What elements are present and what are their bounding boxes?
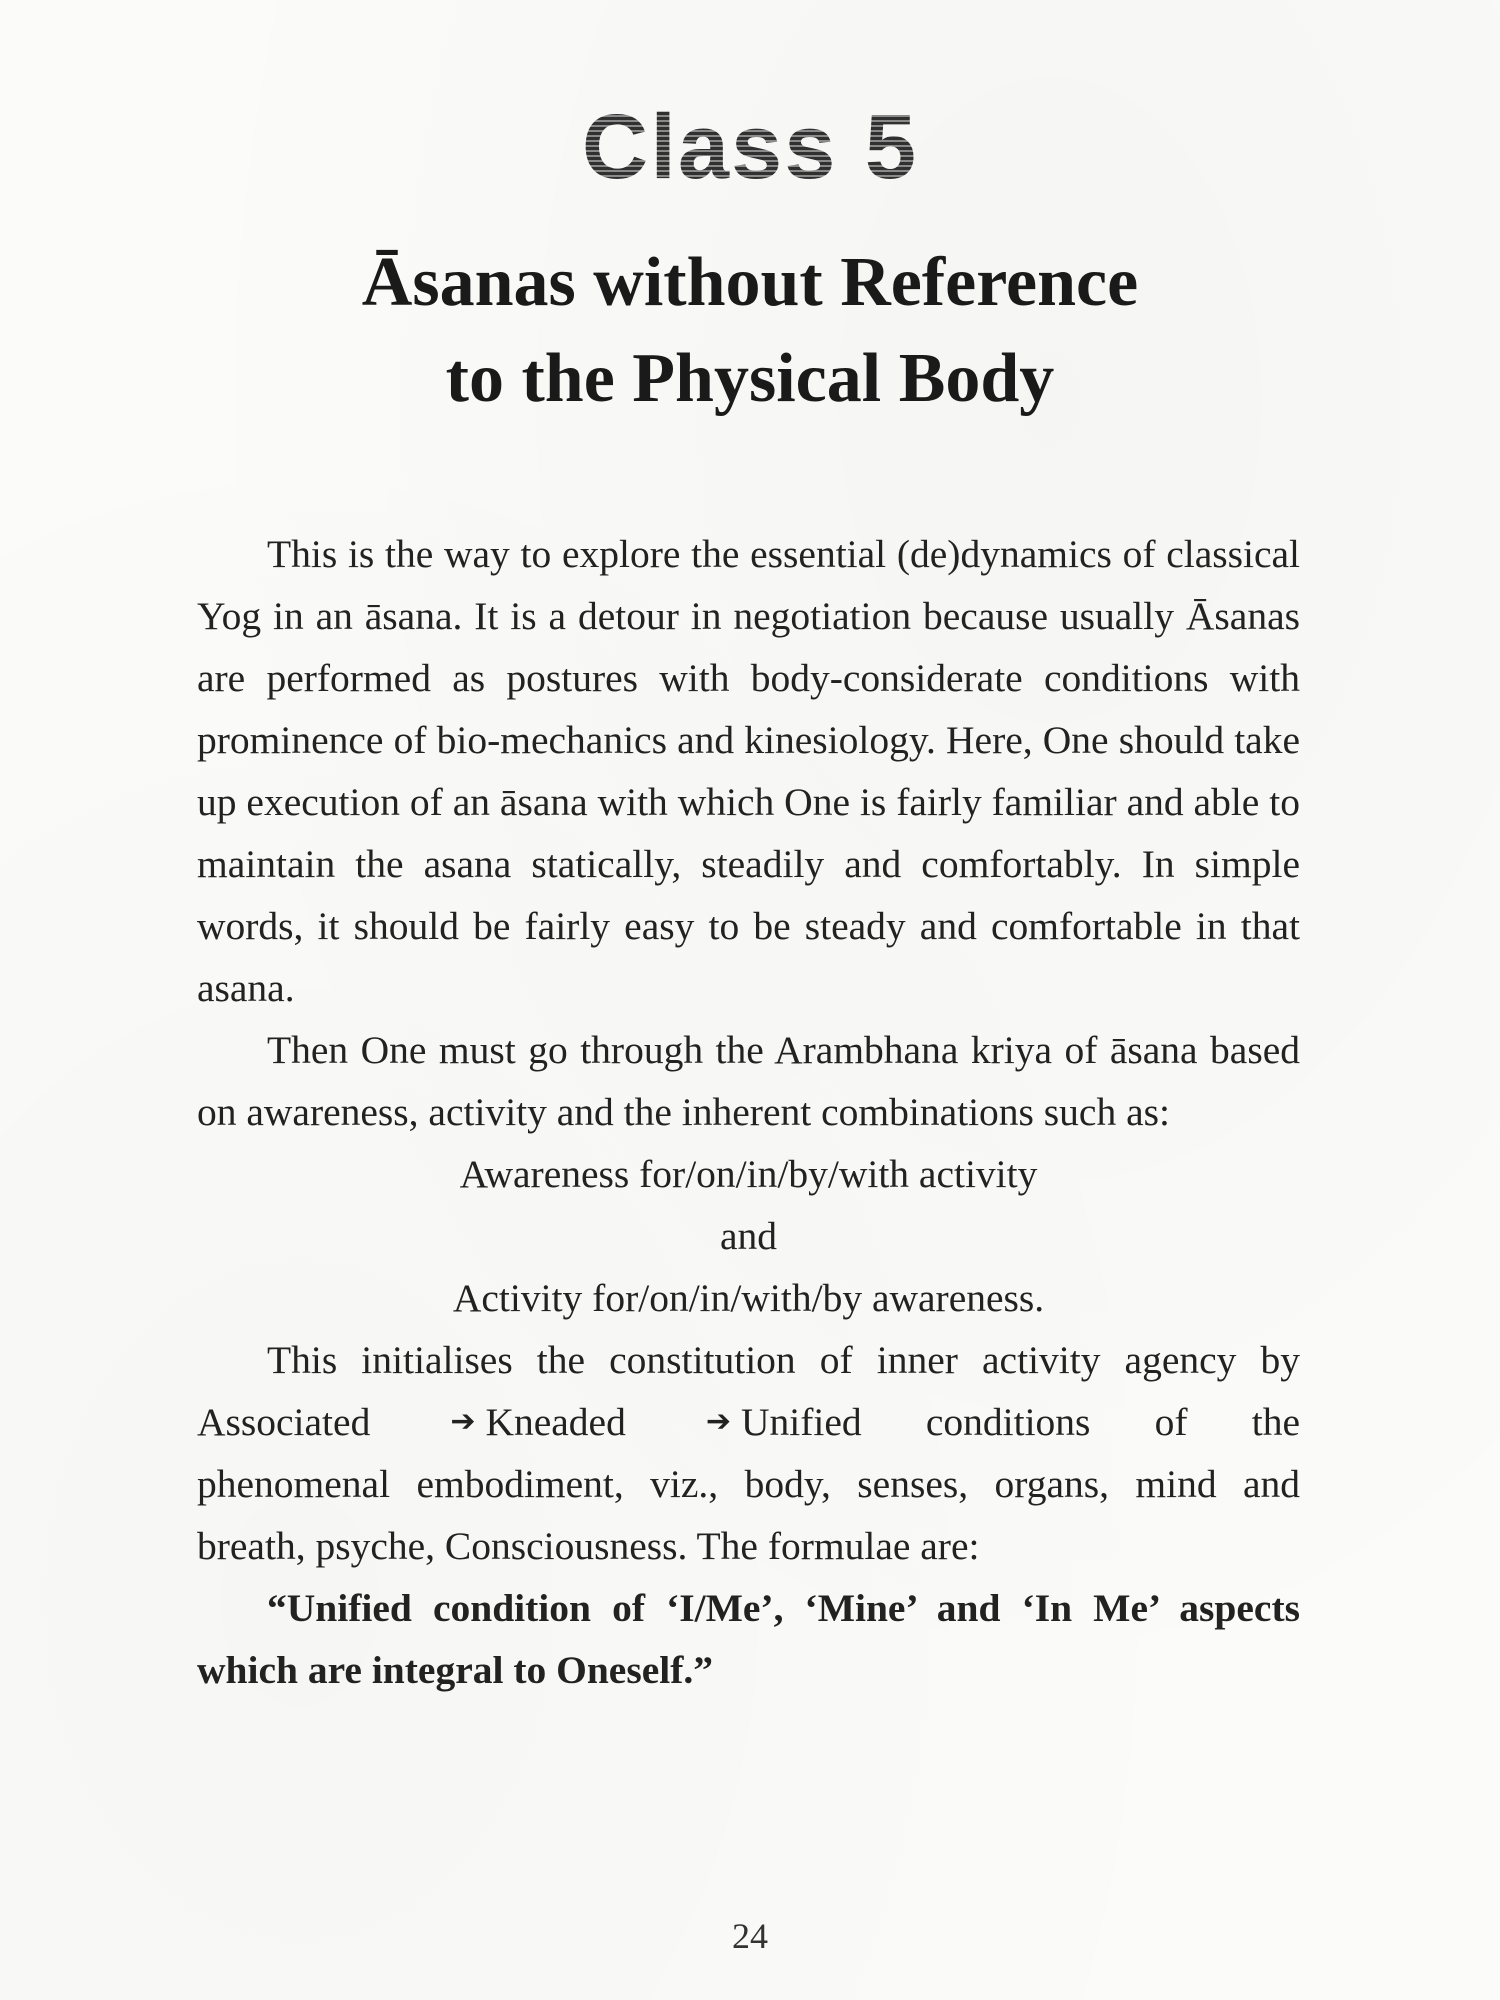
emphasized-quote: “Unified condition of ‘I/Me’, ‘Mine’ and ‘In Me’ aspects which are integral to Oneself.” xyxy=(197,1586,1300,1692)
chapter-title-line-2: to the Physical Body xyxy=(445,340,1055,417)
chapter-title xyxy=(0,235,1500,427)
paragraph-3 xyxy=(197,1329,1300,1577)
paragraph-3-part-1: This initialises the constitution of inner activity agency by Associated xyxy=(197,1338,1300,1444)
chapter-title-line-1: Āsanas without Reference xyxy=(361,244,1139,321)
page-number: 24 xyxy=(732,1916,768,1956)
paragraph-2: Then One must go through the Arambhana kriya of āsana based on awareness, activity and the inherent combinations such as: xyxy=(197,1028,1300,1134)
paragraph-3-part-3: Unified conditions of the phenomenal embodiment, viz., body, senses, organs, mind and breath, psyche, Consciousness. The formulae are: xyxy=(197,1400,1300,1568)
arrow-right-icon: ➔ xyxy=(450,1405,476,1438)
formula-line-2: and xyxy=(719,1214,778,1258)
paragraph-3-part-2: Kneaded xyxy=(485,1400,626,1444)
formula-line-3: Activity for/on/in/with/by awareness. xyxy=(452,1276,1045,1320)
paragraph-1: This is the way to explore the essential (de)dynamics of classical Yog in an āsana. It is a detour in negotiation because usually Āsanas are performed as postures with body-considerate conditions with prominence of bio-mechanics and kinesiology. Here, One should take up execution of an āsana with which One is fairly familiar and able to maintain the asana statically, steadily and comfortably. In simple words, it should be fairly easy to be steady and comfortable in that asana. xyxy=(197,532,1300,1010)
arrow-right-icon: ➔ xyxy=(705,1405,731,1438)
chapter-number: Class 5 xyxy=(0,95,1500,200)
formula-line-1: Awareness for/on/in/by/with activity xyxy=(459,1152,1038,1196)
body-text xyxy=(197,523,1300,1701)
